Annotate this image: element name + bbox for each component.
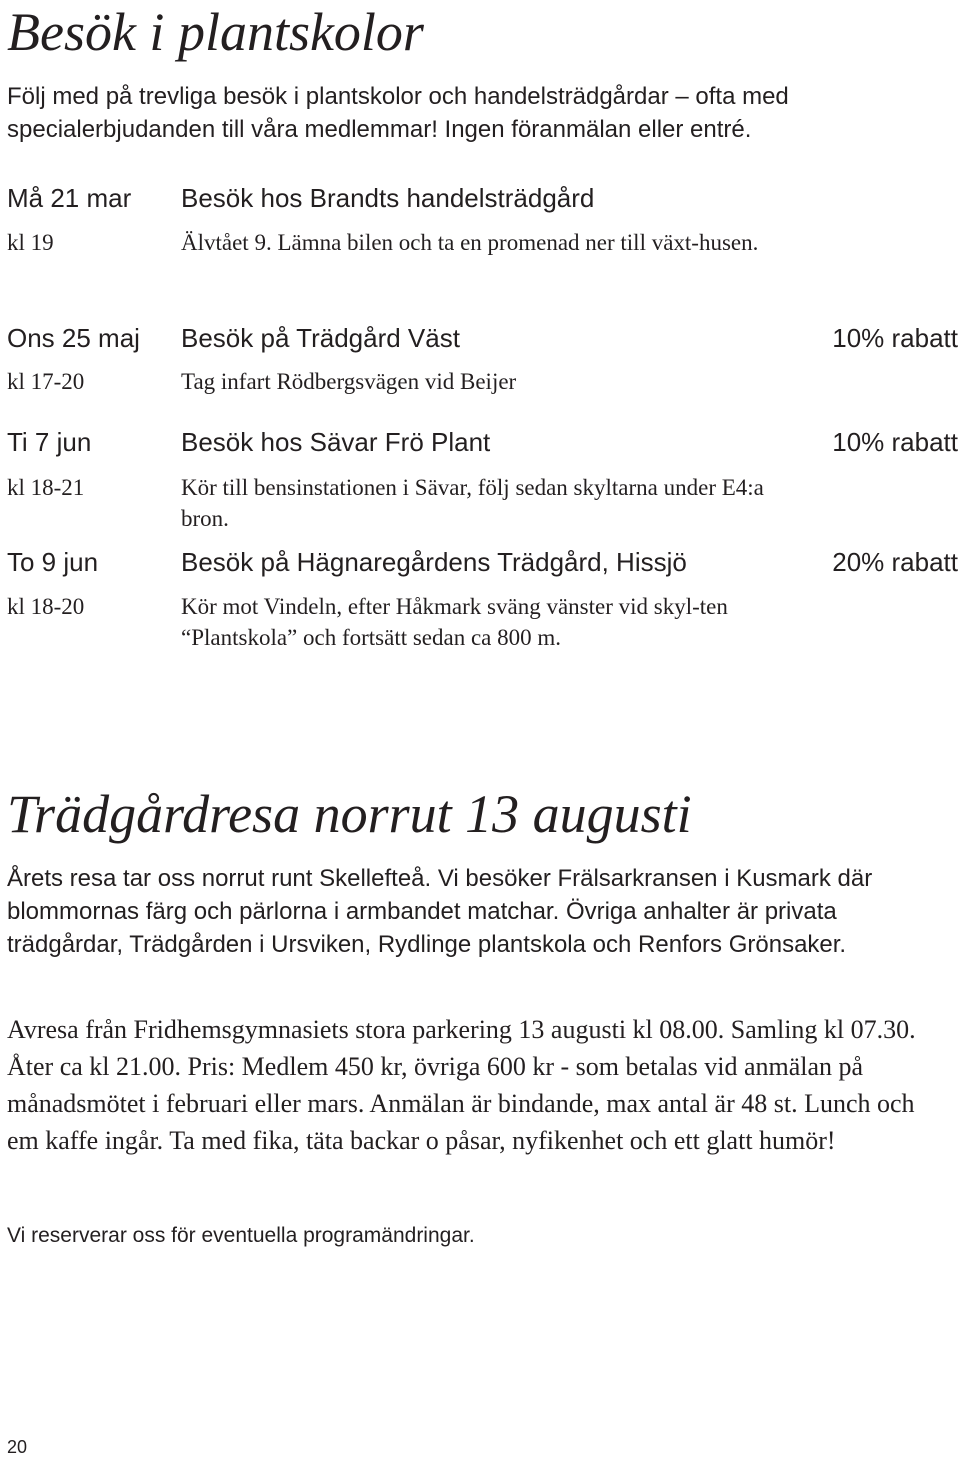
event-description: Tag infart Rödbergsvägen vid Beijer — [181, 369, 517, 394]
section-title-plantskolor: Besök i plantskolor — [7, 2, 424, 62]
event-description: Kör mot Vindeln, efter Håkmark sväng vänster vid skyl-ten “Plantskola” och fortsätt sedan ca 800 m. — [181, 594, 728, 650]
section-title-tradgardsresa: Trädgårdresa norrut 13 augusti — [7, 784, 692, 844]
event-time: kl 17-20 — [7, 369, 85, 394]
event-title: Besök på Hägnaregårdens Trädgård, Hissjö — [181, 547, 687, 577]
event-discount: 20% rabatt — [832, 547, 958, 577]
event-time: kl 18-21 — [7, 475, 85, 500]
page-number: 20 — [7, 1437, 28, 1457]
event-time: kl 19 — [7, 230, 54, 255]
event-date: To 9 jun — [7, 547, 99, 577]
trip-intro: Årets resa tar oss norrut runt Skellefteå. Vi besöker Frälsarkransen i Kusmark där blommornas färg och pärlorna i armbandet matchar. Övriga anhalter är privata trädgårdar, Trädgården i Ursviken, Rydlinge plantskola och Renfors Grönsaker. — [7, 865, 873, 958]
event-title: Besök hos Brandts handelsträdgård — [181, 183, 595, 213]
event-description: Kör till bensinstationen i Sävar, följ sedan skyltarna under E4:a bron. — [181, 475, 764, 531]
trip-details: Avresa från Fridhemsgymnasiets stora parkering 13 augusti kl 08.00. Samling kl 07.30. Åter ca kl 21.00. Pris: Medlem 450 kr, övriga 600 kr - som betalas vid anmälan på månadsmötet i februari eller mars. Anmälan är bindande, max antal är 48 st. Lunch och em kaffe ingår. Ta med fika, täta backar o påsar, nyfikenhet och ett glatt humör! — [7, 1015, 916, 1155]
event-time: kl 18-20 — [7, 594, 85, 619]
event-title: Besök hos Sävar Frö Plant — [181, 427, 491, 457]
event-description: Älvtået 9. Lämna bilen och ta en promenad ner till växt-husen. — [181, 230, 759, 255]
event-title: Besök på Trädgård Väst — [181, 323, 460, 353]
reservation-note: Vi reserverar oss för eventuella programändringar. — [7, 1224, 475, 1247]
event-date: Ti 7 jun — [7, 427, 92, 457]
event-discount: 10% rabatt — [832, 323, 958, 353]
event-date: Må 21 mar — [7, 183, 132, 213]
event-date: Ons 25 maj — [7, 323, 140, 353]
event-discount: 10% rabatt — [832, 427, 958, 457]
section-intro-plantskolor: Följ med på trevliga besök i plantskolor och handelsträdgårdar – ofta med specialerbjudanden till våra medlemmar! Ingen föranmälan eller entré. — [7, 83, 789, 143]
